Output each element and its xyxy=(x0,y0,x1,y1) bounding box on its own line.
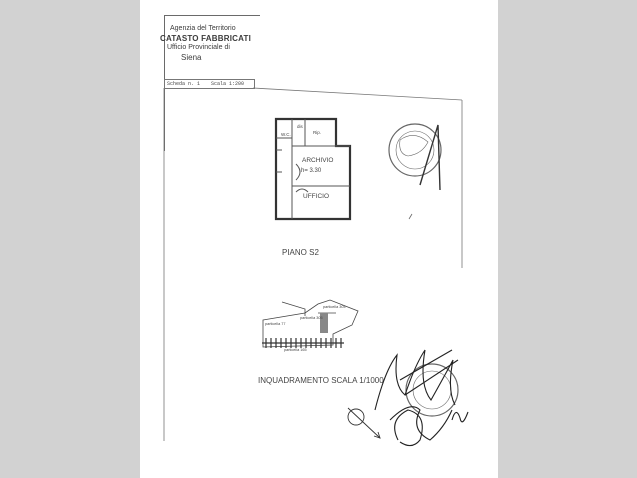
parcel-305-label: particella 305 xyxy=(300,316,323,320)
office-name: Ufficio Provinciale di xyxy=(167,44,230,51)
room-height: h= 3.30 xyxy=(301,168,322,174)
room-ufficio: UFFICIO xyxy=(303,193,329,200)
floor-label: PIANO S2 xyxy=(282,248,319,257)
parcel-304-label: particella 304 xyxy=(323,305,346,309)
sheet-frame xyxy=(164,88,462,441)
parcel-77-label: particella 77 xyxy=(265,322,286,326)
scale-label: Scala 1:200 xyxy=(211,81,245,87)
handwritten-signature xyxy=(375,350,468,446)
room-archivio: ARCHIVIO xyxy=(302,157,334,164)
sheet-number: Scheda n. 1 xyxy=(167,81,201,87)
office-city: Siena xyxy=(181,53,202,62)
north-arrow-icon xyxy=(348,408,380,438)
parcel-165-label: particella 165 xyxy=(284,348,307,352)
site-plan xyxy=(258,300,384,385)
room-dis: dis xyxy=(297,124,303,129)
room-wc: W.C. xyxy=(281,132,291,137)
site-plan-title: INQUADRAMENTO SCALA 1/1000 xyxy=(258,376,384,385)
agency-name: Agenzia del Territorio xyxy=(170,25,236,32)
official-stamp-upper xyxy=(389,124,441,219)
registry-title: CATASTO FABBRICATI xyxy=(160,34,252,43)
floor-plan xyxy=(276,119,350,257)
room-rip: Rip. xyxy=(313,130,322,135)
